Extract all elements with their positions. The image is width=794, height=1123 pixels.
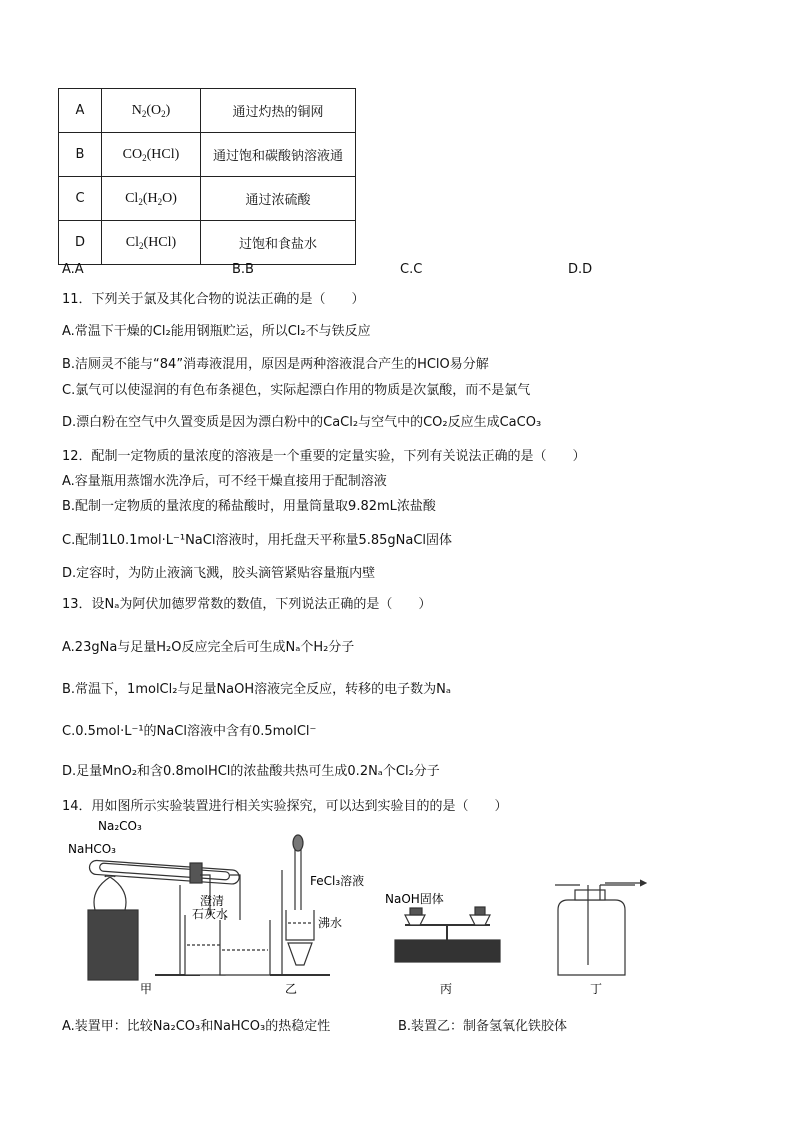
question-13-stem: 13．设Nₐ为阿伏加德罗常数的数值，下列说法正确的是（ ） [62,597,432,612]
method-cell: 过饱和食盐水 [201,221,356,265]
table-row [59,177,356,221]
beaker-boiling-water [286,910,314,940]
options-table [58,88,356,265]
label-na2co3: Na₂CO₃ [98,819,142,833]
beaker-2 [220,920,270,975]
label-naoh: NaOH固体 [385,892,444,906]
row-label: D [59,221,102,265]
row-label: B [59,133,102,177]
row-label: C [59,177,102,221]
left-pan [405,915,425,925]
burner-2 [288,943,312,965]
alcohol-lamp [94,877,126,910]
q11-option-b[interactable]: B.洁厕灵不能与“84”消毒液混用，原因是两种溶液混合产生的HClO易分解 [62,357,489,372]
label-nahco3: NaHCO₃ [68,842,116,856]
row-label: A [59,89,102,133]
stopper [190,863,202,883]
right-pan [470,915,490,925]
label-yi: 乙 [285,982,298,996]
substance-cell: $N_2(O_2)$ [102,89,201,133]
label-fecl3: FeCl₃溶液 [310,874,365,888]
q11-option-c[interactable]: C.氯气可以使湿润的有色布条褪色，实际起漂白作用的物质是次氯酸，而不是氯气 [62,383,531,398]
choice-a[interactable]: A.A [62,262,84,277]
choice-c[interactable]: C.C [400,262,423,277]
q13-option-c[interactable]: C.0.5mol·L⁻¹的NaCl溶液中含有0.5molCl⁻ [62,724,317,739]
method-cell: 通过灼热的铜网 [201,89,356,133]
table-row [59,89,356,133]
choice-d[interactable]: D.D [568,262,593,277]
label-boiling: 沸水 [318,916,343,930]
substance-cell: $Cl_2(HCl)$ [102,221,201,265]
substance-cell: $CO_2(HCl)$ [102,133,201,177]
apparatus-figure [60,815,660,1000]
table-row [59,221,356,265]
q13-option-a[interactable]: A.23gNa与足量H₂O反应完全后可生成Nₐ个H₂分子 [62,640,355,655]
method-cell: 通过饱和碳酸钠溶液通 [201,133,356,177]
gas-washing-bottle [558,900,625,975]
table-row [59,133,356,177]
q12-option-d[interactable]: D.定容时，为防止液滴飞溅，胶头滴管紧贴容量瓶内壁 [62,566,376,581]
substance-cell: $Cl_2(H_2O)$ [102,177,201,221]
q11-option-d[interactable]: D.漂白粉在空气中久置变质是因为漂白粉中的CaCl₂与空气中的CO₂反应生成CaCO₃ [62,415,542,430]
label-jia: 甲 [140,982,153,996]
burner-stand-block [88,910,138,980]
q13-option-b[interactable]: B.常温下，1molCl₂与足量NaOH溶液完全反应，转移的电子数为Nₐ [62,682,451,697]
balance-base [395,940,500,962]
label-bing: 丙 [440,982,453,996]
q12-option-a[interactable]: A.容量瓶用蒸馏水洗净后，可不经干燥直接用于配制溶液 [62,474,387,489]
q14-option-b[interactable]: B.装置乙：制备氢氧化铁胶体 [398,1019,568,1034]
choice-b[interactable]: B.B [232,262,254,277]
question-12-stem: 12．配制一定物质的量浓度的溶液是一个重要的定量实验，下列有关说法正确的是（ ） [62,449,586,464]
q14-option-a[interactable]: A.装置甲：比较Na₂CO₃和NaHCO₃的热稳定性 [62,1019,331,1034]
label-limewater-2: 石灰水 [192,907,229,921]
question-14-stem: 14．用如图所示实验装置进行相关实验探究，可以达到实验目的的是（ ） [62,799,508,814]
q12-option-c[interactable]: C.配制1L0.1mol·L⁻¹NaCl溶液时，用托盘天平称量5.85gNaCl固体 [62,533,453,548]
q12-option-b[interactable]: B.配制一定物质的量浓度的稀盐酸时，用量筒量取9.82mL浓盐酸 [62,499,436,514]
method-cell: 通过浓硫酸 [201,177,356,221]
q11-option-a[interactable]: A.常温下干燥的Cl₂能用钢瓶贮运，所以Cl₂不与铁反应 [62,324,371,339]
dropper [295,845,301,915]
label-ding: 丁 [590,982,603,996]
q13-option-d[interactable]: D.足量MnO₂和含0.8molHCl的浓盐酸共热可生成0.2Nₐ个Cl₂分子 [62,764,440,779]
label-limewater-1: 澄清 [200,894,225,908]
question-11-stem: 11．下列关于氯及其化合物的说法正确的是（ ） [62,292,365,307]
